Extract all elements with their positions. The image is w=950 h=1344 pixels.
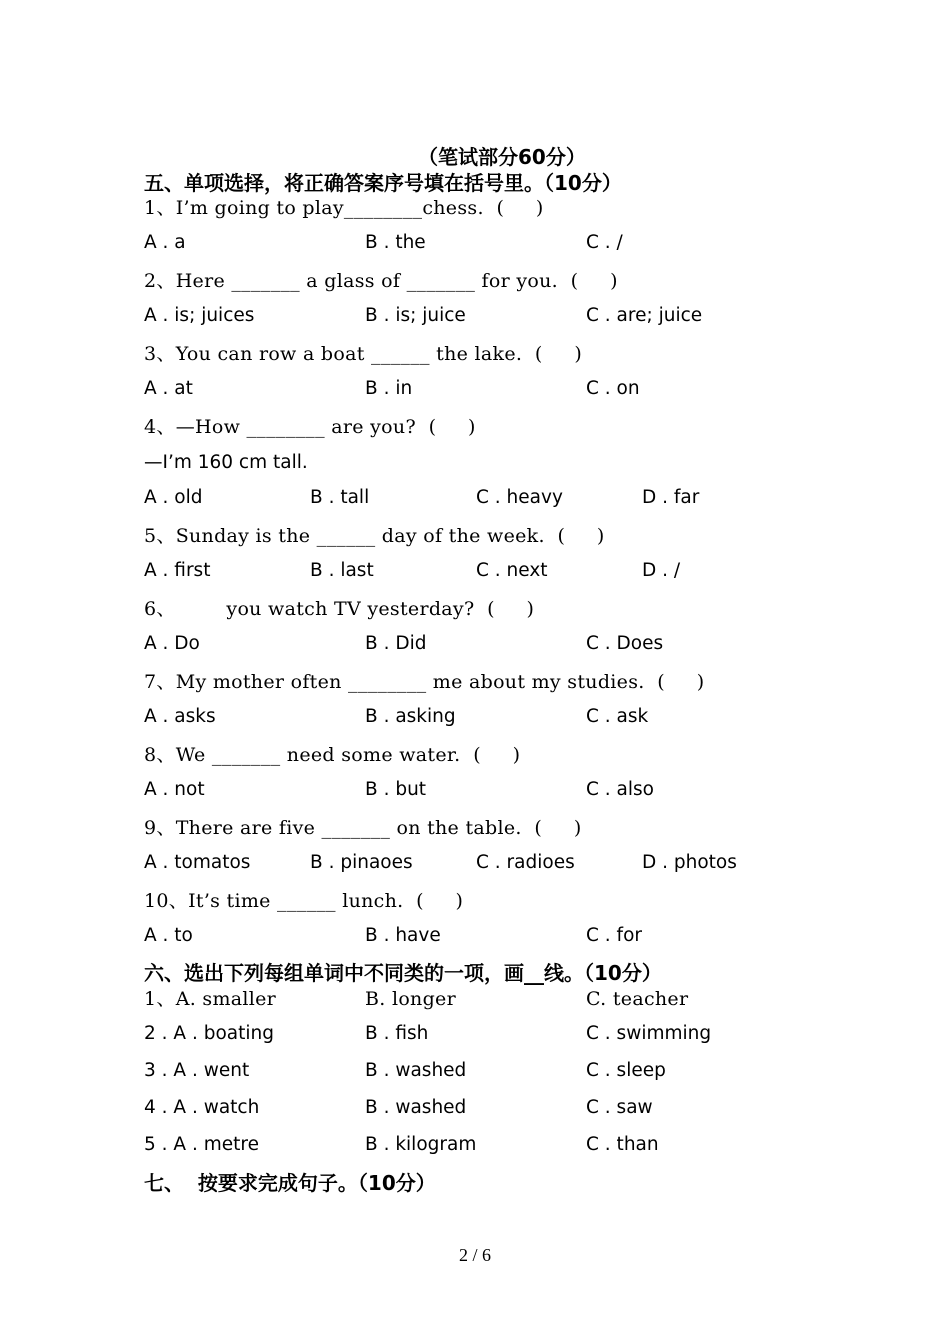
q7-option-c: C . ask (586, 706, 649, 727)
q3-option-a: A . at (144, 378, 193, 399)
s6-row3-a: 3 . A . went (144, 1060, 250, 1081)
q8-option-a: A . not (144, 779, 205, 800)
question-5: 5、Sunday is the ______ day of the week. ( ) (144, 525, 605, 547)
q3-option-b: B . in (365, 378, 413, 399)
q2-option-a: A . is; juices (144, 305, 255, 326)
q1-option-a: A . a (144, 232, 186, 253)
s6-row4-b: B . washed (365, 1097, 467, 1118)
s6-row4-a: 4 . A . watch (144, 1097, 260, 1118)
s6-row5-b: B . kilogram (365, 1134, 477, 1155)
q3-option-c: C . on (586, 378, 640, 399)
question-3: 3、You can row a boat ______ the lake. ( ) (144, 343, 583, 365)
q4-option-c: C . heavy (476, 487, 563, 508)
q5-option-a: A . first (144, 560, 211, 581)
q5-option-d: D . / (642, 560, 681, 581)
question-4-answer: —I’m 160 cm tall. (144, 452, 308, 473)
q7-option-a: A . asks (144, 706, 216, 727)
q4-option-d: D . far (642, 487, 700, 508)
q1-option-b: B . the (365, 232, 426, 253)
section-5-heading: 五、单项选择，将正确答案序号填在括号里。（10分） (144, 171, 622, 195)
q2-option-c: C . are; juice (586, 305, 703, 326)
question-6: 6、 you watch TV yesterday? ( ) (144, 598, 535, 620)
section-6-heading: 六、选出下列每组单词中不同类的一项，画__线。（10分） (144, 961, 662, 985)
s6-row4-c: C . saw (586, 1097, 653, 1118)
s6-row5-c: C . than (586, 1134, 659, 1155)
q1-option-c: C . / (586, 232, 623, 253)
question-9: 9、There are five _______ on the table. ( ) (144, 817, 582, 839)
q4-option-a: A . old (144, 487, 203, 508)
s6-row2-c: C . swimming (586, 1023, 712, 1044)
q10-option-b: B . have (365, 925, 441, 946)
question-10: 10、It’s time ______ lunch. ( ) (144, 890, 464, 912)
q5-option-b: B . last (310, 560, 374, 581)
question-2: 2、Here _______ a glass of _______ for you. ( ) (144, 270, 618, 292)
question-7: 7、My mother often ________ me about my studies. ( ) (144, 671, 705, 693)
page-number: 2 / 6 (458, 1245, 491, 1265)
q9-option-d: D . photos (642, 852, 737, 873)
q5-option-c: C . next (476, 560, 548, 581)
q4-option-b: B . tall (310, 487, 370, 508)
q7-option-b: B . asking (365, 706, 456, 727)
q9-option-b: B . pinaoes (310, 852, 413, 873)
s6-row1-b: B. longer (365, 988, 456, 1010)
s6-row2-a: 2 . A . boating (144, 1023, 274, 1044)
question-1: 1、I’m going to play________chess. ( ) (144, 197, 544, 219)
q6-option-a: A . Do (144, 633, 200, 654)
s6-row3-b: B . washed (365, 1060, 467, 1081)
q8-option-c: C . also (586, 779, 654, 800)
q6-option-c: C . Does (586, 633, 664, 654)
s6-row1-a: 1、A. smaller (144, 988, 277, 1010)
s6-row5-a: 5 . A . metre (144, 1134, 259, 1155)
q9-option-a: A . tomatos (144, 852, 251, 873)
s6-row3-c: C . sleep (586, 1060, 666, 1081)
section-7-heading: 七、 按要求完成句子。（10分） (144, 1171, 436, 1195)
q8-option-b: B . but (365, 779, 427, 800)
q2-option-b: B . is; juice (365, 305, 466, 326)
q9-option-c: C . radioes (476, 852, 575, 873)
q6-option-b: B . Did (365, 633, 427, 654)
q10-option-a: A . to (144, 925, 193, 946)
q10-option-c: C . for (586, 925, 642, 946)
question-8: 8、We _______ need some water. ( ) (144, 744, 521, 766)
s6-row2-b: B . fish (365, 1023, 429, 1044)
written-part-title: （笔试部分60分） (418, 145, 586, 169)
question-4: 4、—How ________ are you? ( ) (144, 416, 476, 438)
s6-row1-c: C. teacher (586, 988, 689, 1010)
